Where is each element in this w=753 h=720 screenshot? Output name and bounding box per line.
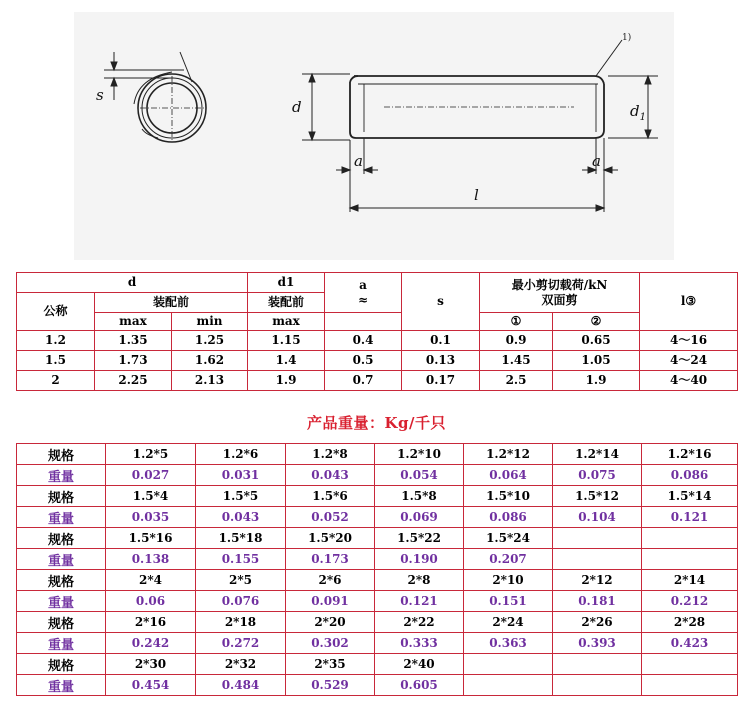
weight-cell bbox=[642, 675, 738, 696]
label-spec: 规格 bbox=[17, 486, 106, 507]
weight-cell: 0.027 bbox=[106, 465, 196, 486]
spec-cell: 2*30 bbox=[106, 654, 196, 675]
label-spec: 规格 bbox=[17, 612, 106, 633]
label-weight: 重量 bbox=[17, 633, 106, 654]
cell: 2 bbox=[17, 371, 95, 391]
spec-cell: 2*4 bbox=[106, 570, 196, 591]
weight-cell: 0.605 bbox=[375, 675, 464, 696]
spec-cell: 2*32 bbox=[196, 654, 286, 675]
spec-cell: 1.5*22 bbox=[375, 528, 464, 549]
weight-cell: 0.064 bbox=[464, 465, 553, 486]
spec-row bbox=[17, 570, 738, 591]
spec-table bbox=[16, 272, 738, 391]
weight-cell: 0.212 bbox=[642, 591, 738, 612]
weight-cell: 0.181 bbox=[553, 591, 642, 612]
header-min: min bbox=[172, 313, 248, 331]
weight-cell: 0.069 bbox=[375, 507, 464, 528]
label-weight: 重量 bbox=[17, 465, 106, 486]
label-a-right: a bbox=[592, 152, 601, 170]
header-d: d bbox=[17, 273, 248, 293]
spec-cell bbox=[642, 654, 738, 675]
weight-cell bbox=[553, 675, 642, 696]
spec-row bbox=[17, 528, 738, 549]
weight-cell: 0.302 bbox=[286, 633, 375, 654]
cell: 1.35 bbox=[95, 331, 172, 351]
s-dimension bbox=[104, 52, 192, 100]
spec-cell: 1.2*16 bbox=[642, 444, 738, 465]
spec-cell: 1.5*6 bbox=[286, 486, 375, 507]
weight-cell: 0.333 bbox=[375, 633, 464, 654]
weight-row bbox=[17, 591, 738, 612]
cell: 0.13 bbox=[402, 351, 480, 371]
cell: 2.13 bbox=[172, 371, 248, 391]
cell: 1.4 bbox=[248, 351, 325, 371]
weight-cell: 0.454 bbox=[106, 675, 196, 696]
header-max-d1: max bbox=[248, 313, 325, 331]
cell: 0.65 bbox=[553, 331, 640, 351]
spec-cell: 1.5*8 bbox=[375, 486, 464, 507]
cell: 2.5 bbox=[480, 371, 553, 391]
note-leader bbox=[596, 40, 622, 76]
weight-cell: 0.242 bbox=[106, 633, 196, 654]
technical-drawing bbox=[74, 12, 674, 260]
spec-cell: 1.2*12 bbox=[464, 444, 553, 465]
label-spec: 规格 bbox=[17, 654, 106, 675]
weight-cell: 0.272 bbox=[196, 633, 286, 654]
header-max: max bbox=[95, 313, 172, 331]
header-col1: ① bbox=[480, 313, 553, 331]
header-d1: d1 bbox=[248, 273, 325, 293]
spec-cell: 1.5*10 bbox=[464, 486, 553, 507]
weight-cell: 0.06 bbox=[106, 591, 196, 612]
weight-cell: 0.104 bbox=[553, 507, 642, 528]
cell: 4～40 bbox=[640, 371, 738, 391]
spec-cell: 2*20 bbox=[286, 612, 375, 633]
spec-cell: 2*24 bbox=[464, 612, 553, 633]
cell: 4～16 bbox=[640, 331, 738, 351]
cell: 2.25 bbox=[95, 371, 172, 391]
spec-cell: 2*6 bbox=[286, 570, 375, 591]
label-weight: 重量 bbox=[17, 507, 106, 528]
spec-cell: 2*12 bbox=[553, 570, 642, 591]
spec-row bbox=[17, 486, 738, 507]
spec-cell: 2*8 bbox=[375, 570, 464, 591]
spec-cell: 2*28 bbox=[642, 612, 738, 633]
spec-cell: 2*26 bbox=[553, 612, 642, 633]
spec-cell: 2*14 bbox=[642, 570, 738, 591]
cell: 1.45 bbox=[480, 351, 553, 371]
spec-cell: 1.5*4 bbox=[106, 486, 196, 507]
weight-cell: 0.207 bbox=[464, 549, 553, 570]
weight-cell: 0.054 bbox=[375, 465, 464, 486]
weight-cell: 0.529 bbox=[286, 675, 375, 696]
header-before-assembly: 装配前 bbox=[95, 293, 248, 313]
label-weight: 重量 bbox=[17, 675, 106, 696]
spec-cell: 1.5*5 bbox=[196, 486, 286, 507]
spec-cell bbox=[553, 528, 642, 549]
weight-row bbox=[17, 507, 738, 528]
spec-cell: 1.2*6 bbox=[196, 444, 286, 465]
weight-row bbox=[17, 549, 738, 570]
weight-row bbox=[17, 633, 738, 654]
weight-cell bbox=[553, 549, 642, 570]
label-d: d bbox=[292, 98, 302, 116]
spec-cell: 1.5*24 bbox=[464, 528, 553, 549]
note-marker: 1) bbox=[622, 33, 632, 43]
weight-cell: 0.076 bbox=[196, 591, 286, 612]
spec-cell: 2*10 bbox=[464, 570, 553, 591]
label-a-left: a bbox=[354, 152, 363, 170]
header-col2: ② bbox=[553, 313, 640, 331]
cell: 1.5 bbox=[17, 351, 95, 371]
cell: 1.62 bbox=[172, 351, 248, 371]
spec-cell: 1.5*20 bbox=[286, 528, 375, 549]
spec-cell: 1.5*12 bbox=[553, 486, 642, 507]
cell: 1.15 bbox=[248, 331, 325, 351]
label-l: l bbox=[474, 186, 479, 204]
cell: 4～24 bbox=[640, 351, 738, 371]
label-spec: 规格 bbox=[17, 570, 106, 591]
cell: 1.25 bbox=[172, 331, 248, 351]
weight-cell: 0.190 bbox=[375, 549, 464, 570]
header-a-blank bbox=[325, 313, 402, 331]
cell: 1.05 bbox=[553, 351, 640, 371]
weight-cell: 0.138 bbox=[106, 549, 196, 570]
d-dimension bbox=[302, 74, 350, 140]
cell: 1.73 bbox=[95, 351, 172, 371]
weight-cell: 0.151 bbox=[464, 591, 553, 612]
label-spec: 规格 bbox=[17, 528, 106, 549]
spring-pin-drawing bbox=[74, 12, 674, 260]
weight-table bbox=[16, 443, 738, 696]
spec-cell: 2*35 bbox=[286, 654, 375, 675]
weight-cell: 0.091 bbox=[286, 591, 375, 612]
header-l: l③ bbox=[640, 273, 738, 331]
weight-row bbox=[17, 675, 738, 696]
spec-cell: 1.5*18 bbox=[196, 528, 286, 549]
spec-row bbox=[17, 654, 738, 675]
side-view bbox=[350, 76, 604, 138]
weight-cell: 0.035 bbox=[106, 507, 196, 528]
cell: 0.1 bbox=[402, 331, 480, 351]
cell: 1.2 bbox=[17, 331, 95, 351]
header-s: s bbox=[402, 273, 480, 331]
spec-cell: 2*5 bbox=[196, 570, 286, 591]
cell: 1.9 bbox=[553, 371, 640, 391]
spec-cell: 1.2*8 bbox=[286, 444, 375, 465]
weight-cell: 0.086 bbox=[464, 507, 553, 528]
spec-cell: 1.5*16 bbox=[106, 528, 196, 549]
weight-cell: 0.173 bbox=[286, 549, 375, 570]
weight-cell: 0.043 bbox=[286, 465, 375, 486]
weight-cell: 0.363 bbox=[464, 633, 553, 654]
label-spec: 规格 bbox=[17, 444, 106, 465]
cell: 0.17 bbox=[402, 371, 480, 391]
weight-cell: 0.121 bbox=[375, 591, 464, 612]
weight-cell: 0.086 bbox=[642, 465, 738, 486]
weight-cell: 0.075 bbox=[553, 465, 642, 486]
spec-cell bbox=[464, 654, 553, 675]
cell: 0.7 bbox=[325, 371, 402, 391]
spec-cell: 1.2*10 bbox=[375, 444, 464, 465]
weight-cell: 0.155 bbox=[196, 549, 286, 570]
spec-row bbox=[17, 351, 738, 371]
cell: 0.4 bbox=[325, 331, 402, 351]
spec-row bbox=[17, 612, 738, 633]
end-view bbox=[134, 72, 206, 142]
weight-cell: 0.043 bbox=[196, 507, 286, 528]
spec-row bbox=[17, 331, 738, 351]
weight-cell: 0.052 bbox=[286, 507, 375, 528]
cell: 0.5 bbox=[325, 351, 402, 371]
spec-cell: 1.5*14 bbox=[642, 486, 738, 507]
weight-cell: 0.484 bbox=[196, 675, 286, 696]
weight-cell bbox=[464, 675, 553, 696]
l-dimension bbox=[350, 205, 604, 211]
spec-row bbox=[17, 444, 738, 465]
weight-cell bbox=[642, 549, 738, 570]
header-nominal: 公称 bbox=[17, 293, 95, 331]
spec-cell bbox=[642, 528, 738, 549]
weight-row bbox=[17, 465, 738, 486]
label-d1: $d_1$ bbox=[630, 102, 646, 123]
spec-row bbox=[17, 371, 738, 391]
weight-cell: 0.121 bbox=[642, 507, 738, 528]
header-shear: 最小剪切载荷/kN 双面剪 bbox=[480, 273, 640, 313]
spec-cell bbox=[553, 654, 642, 675]
label-s: s bbox=[96, 86, 104, 104]
header-a: a ≈ bbox=[325, 273, 402, 313]
spec-cell: 2*18 bbox=[196, 612, 286, 633]
label-weight: 重量 bbox=[17, 549, 106, 570]
spec-cell: 1.2*5 bbox=[106, 444, 196, 465]
spec-cell: 2*16 bbox=[106, 612, 196, 633]
weight-cell: 0.423 bbox=[642, 633, 738, 654]
cell: 0.9 bbox=[480, 331, 553, 351]
weight-cell: 0.393 bbox=[553, 633, 642, 654]
weight-cell: 0.031 bbox=[196, 465, 286, 486]
spec-cell: 2*22 bbox=[375, 612, 464, 633]
spec-cell: 2*40 bbox=[375, 654, 464, 675]
weight-title: 产品重量：Kg/千只 bbox=[306, 414, 446, 432]
cell: 1.9 bbox=[248, 371, 325, 391]
label-weight: 重量 bbox=[17, 591, 106, 612]
spec-cell: 1.2*14 bbox=[553, 444, 642, 465]
header-before-assembly-d1: 装配前 bbox=[248, 293, 325, 313]
